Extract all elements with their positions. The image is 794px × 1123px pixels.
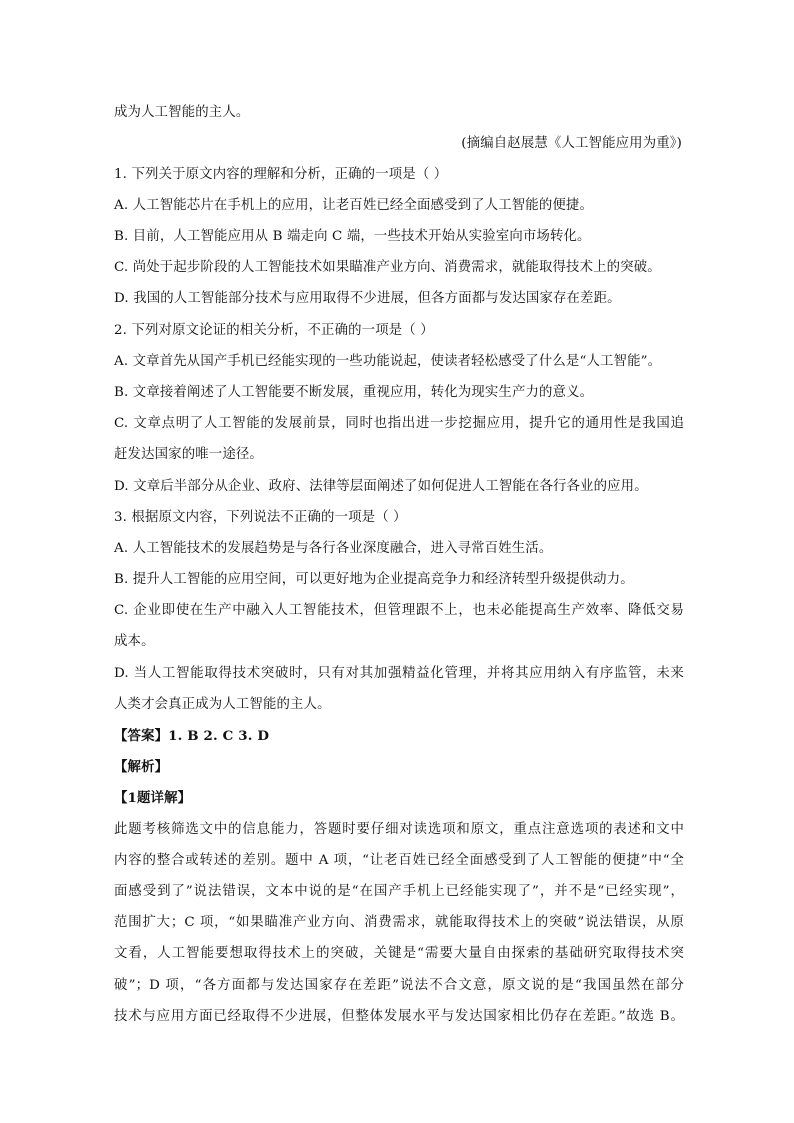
question-1-stem: 1. 下列关于原文内容的理解和分析，正确的一项是（ ） (114, 167, 448, 182)
analysis-q1-heading: 【1题详解】 (114, 790, 192, 806)
question-3-option-b: B. 提升人工智能的应用空间，可以更好地为企业提高竞争力和经济转型升级提供动力。 (114, 572, 634, 587)
analysis-paragraph-line: 此题考核筛选文中的信息能力，答题时要仔细对读选项和原文，重点注意选项的表述和文中 (114, 822, 684, 837)
analysis-heading: 【解析】 (114, 759, 169, 775)
question-2-option-c-cont: 赶发达国家的唯一途径。 (114, 447, 263, 462)
question-1-option-b: B. 目前，人工智能应用从 B 端走向 C 端，一些技术开始从实验室向市场转化。 (114, 229, 591, 244)
answer-line: 【答案】1. B 2. C 3. D (114, 728, 270, 744)
analysis-paragraph-line: 面感受到了”说法错误，文本中说的是“在国产手机上已经能实现了”，并不是“已经实现”， (114, 884, 684, 899)
question-2-stem: 2. 下列对原文论证的相关分析，不正确的一项是（ ） (114, 323, 434, 338)
question-3-option-d-cont: 人类才会真正成为人工智能的主人。 (114, 697, 331, 712)
analysis-paragraph-line: 文看，人工智能要想取得技术上的突破，关键是“需要大量自由探索的基础研究取得技术突 (114, 946, 684, 961)
question-3-option-c-cont: 成本。 (114, 634, 155, 649)
question-3-option-c: C. 企业即使在生产中融入人工智能技术，但管理跟不上，也未必能提高生产效率、降低交易 (114, 603, 684, 618)
analysis-paragraph-line: 内容的整合或转述的差别。题中 A 项，“让老百姓已经全面感受到了人工智能的便捷”中“全 (114, 853, 684, 868)
question-1-option-c: C. 尚处于起步阶段的人工智能技术如果瞄准产业方向、消费需求，就能取得技术上的突破。 (114, 260, 661, 275)
question-3-stem: 3. 根据原文内容，下列说法不正确的一项是（ ） (114, 510, 407, 525)
question-2-option-d: D. 文章后半部分从企业、政府、法律等层面阐述了如何促进人工智能在各行各业的应用。 (114, 479, 648, 494)
analysis-paragraph-line: 范围扩大；C 项，“如果瞄准产业方向、消费需求，就能取得技术上的突破”说法错误，从原 (114, 915, 684, 930)
question-2-option-a: A. 文章首先从国产手机已经能实现的一些功能说起，使读者轻松感受了什么是“人工智能”。 (114, 354, 662, 369)
question-2-option-b: B. 文章接着阐述了人工智能要不断发展，重视应用，转化为现实生产力的意义。 (114, 385, 594, 400)
question-1-option-d: D. 我国的人工智能部分技术与应用取得不少进展，但各方面都与发达国家存在差距。 (114, 291, 621, 306)
analysis-paragraph-line: 破”；D 项，“各方面都与发达国家存在差距”说法不合文意，原文说的是“我国虽然在部分 (114, 978, 684, 993)
question-1-option-a: A. 人工智能芯片在手机上的应用，让老百姓已经全面感受到了人工智能的便捷。 (114, 198, 594, 213)
question-3-option-d: D. 当人工智能取得技术突破时，只有对其加强精益化管理，并将其应用纳入有序监管，未来 (114, 666, 684, 681)
source-citation: (摘编自赵展慧《人工智能应用为重》) (461, 136, 682, 151)
question-2-option-c: C. 文章点明了人工智能的发展前景，同时也指出进一步挖掘应用，提升它的通用性是我国追 (114, 416, 684, 431)
question-3-option-a: A. 人工智能技术的发展趋势是与各行各业深度融合，进入寻常百姓生活。 (114, 541, 553, 556)
analysis-paragraph-line: 技术与应用方面已经取得不少进展，但整体发展水平与发达国家相比仍存在差距。”故选 B。 (114, 1009, 684, 1024)
text-line: 成为人工智能的主人。 (114, 105, 250, 120)
